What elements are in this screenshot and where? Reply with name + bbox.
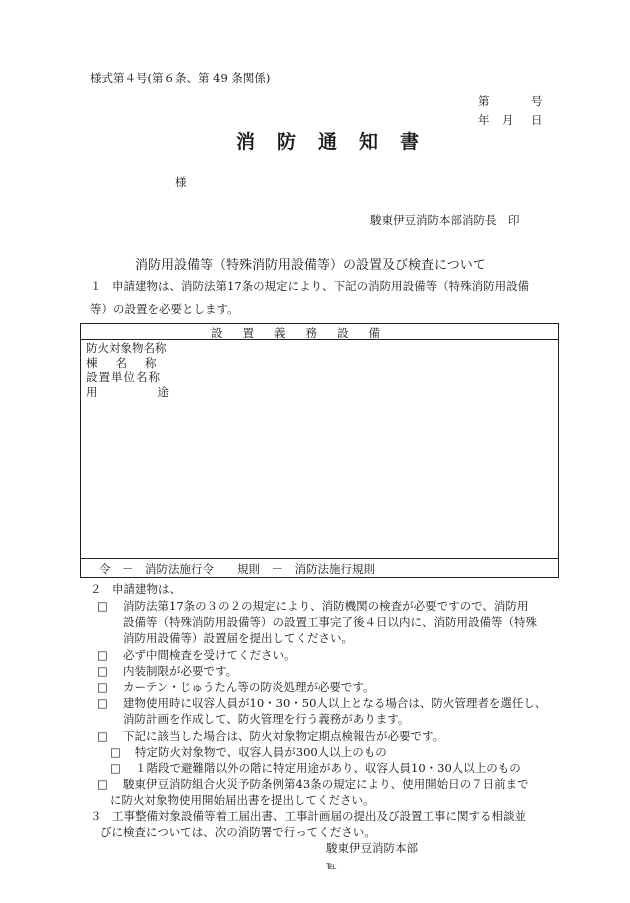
addressee-suffix: 様 <box>175 175 187 189</box>
checkbox[interactable]: □ <box>97 696 108 710</box>
checkbox[interactable]: □ <box>97 664 108 678</box>
section3-number: ３ <box>90 809 102 823</box>
item-line: 建物使用時に収容人員が10・30・50人以上となる場合は、防火管理者を選任し、 <box>123 696 547 710</box>
date-year: 年 <box>478 113 490 127</box>
section2-intro: 申請建物は、 <box>112 582 181 596</box>
row-label-building-name: 棟名称 <box>86 355 175 370</box>
checkbox[interactable]: □ <box>110 761 121 775</box>
item-line: 消防法第17条の３の２の規定により、消防機関の検査が必要ですので、消防用 <box>123 599 529 613</box>
checkbox[interactable]: □ <box>110 745 121 759</box>
row-label-usage: 用途 <box>86 384 229 399</box>
section3-line2: びに検査については、次の消防署で行ってください。 <box>100 825 376 839</box>
section2-number: ２ <box>90 582 102 596</box>
sender-line: 駿東伊豆消防本部消防長 印 <box>370 213 520 227</box>
date-month: 月 <box>502 113 514 127</box>
item-line: 必ず中間検査を受けてください。 <box>123 648 296 662</box>
checkbox[interactable]: □ <box>97 777 108 791</box>
equipment-box-footer-legend: 令 － 消防法施行令 規則 － 消防法施行規則 <box>99 562 375 576</box>
row-label-facility-name: 防火対象物名称 <box>86 341 167 355</box>
equipment-box-header <box>81 324 558 340</box>
document-title: 消防通知書 <box>236 131 442 153</box>
checkbox[interactable]: □ <box>97 729 108 743</box>
item-line: 消防用設備等）設置届を提出してください。 <box>123 631 353 645</box>
item-line: 内装制限が必要です。 <box>123 664 238 678</box>
checkbox[interactable]: □ <box>97 599 108 613</box>
section1-number: １ <box>90 279 102 293</box>
equipment-box-header-label: 設置義務設備 <box>211 326 400 340</box>
doc-number-go: 号 <box>531 94 543 108</box>
footer-organization: 駿東伊豆消防本部 <box>326 841 418 855</box>
section1-line1: 申請建物は、消防法第17条の規定により、下記の消防用設備等（特殊消防用設備 <box>112 279 530 293</box>
item-line: 駿東伊豆消防組合火災予防条例第43条の規定により、使用開始日の７日前まで <box>123 777 529 791</box>
doc-number-dai: 第 <box>478 94 490 108</box>
subitem-text: 特定防火対象物で、収容人員が300人以上のもの <box>135 745 387 759</box>
form-number: 様式第４号(第６条、第 49 条関係) <box>90 71 271 85</box>
section3-line1: 工事整備対象設備等着工届出書、工事計画届の提出及び設置工事に関する相談並 <box>112 809 526 823</box>
equipment-box <box>80 323 559 578</box>
section1-line2: 等）の設置を必要とします。 <box>90 302 239 316</box>
item-line: 下記に該当した場合は、防火対象物定期点検報告が必要です。 <box>123 729 445 743</box>
item-line: 設備等（特殊消防用設備等）の設置工事完了後４日以内に、消防用設備等（特殊 <box>123 615 537 629</box>
equipment-rows <box>86 341 229 399</box>
item-text <box>123 598 537 646</box>
row-label-unit-name: 設置単位名称 <box>86 370 161 384</box>
subtitle: 消防用設備等（特殊消防用設備等）の設置及び検査について <box>135 258 486 273</box>
item-line: 消防計画を作成して、防火管理を行う義務があります。 <box>123 712 410 726</box>
tel-label: ℡ <box>326 861 337 872</box>
item-line: に防火対象物使用開始届出書を提出してください。 <box>110 793 375 807</box>
equipment-box-footer <box>81 558 558 577</box>
item-text <box>123 695 546 727</box>
checkbox[interactable]: □ <box>97 680 108 694</box>
date-day: 日 <box>531 113 543 127</box>
checkbox[interactable]: □ <box>97 648 108 662</box>
subitem-text: １階段で避難階以外の階に特定用途があり、収容人員10・30人以上のもの <box>135 761 521 775</box>
item-line: カーテン・じゅうたん等の防炎処理が必要です。 <box>123 680 375 694</box>
